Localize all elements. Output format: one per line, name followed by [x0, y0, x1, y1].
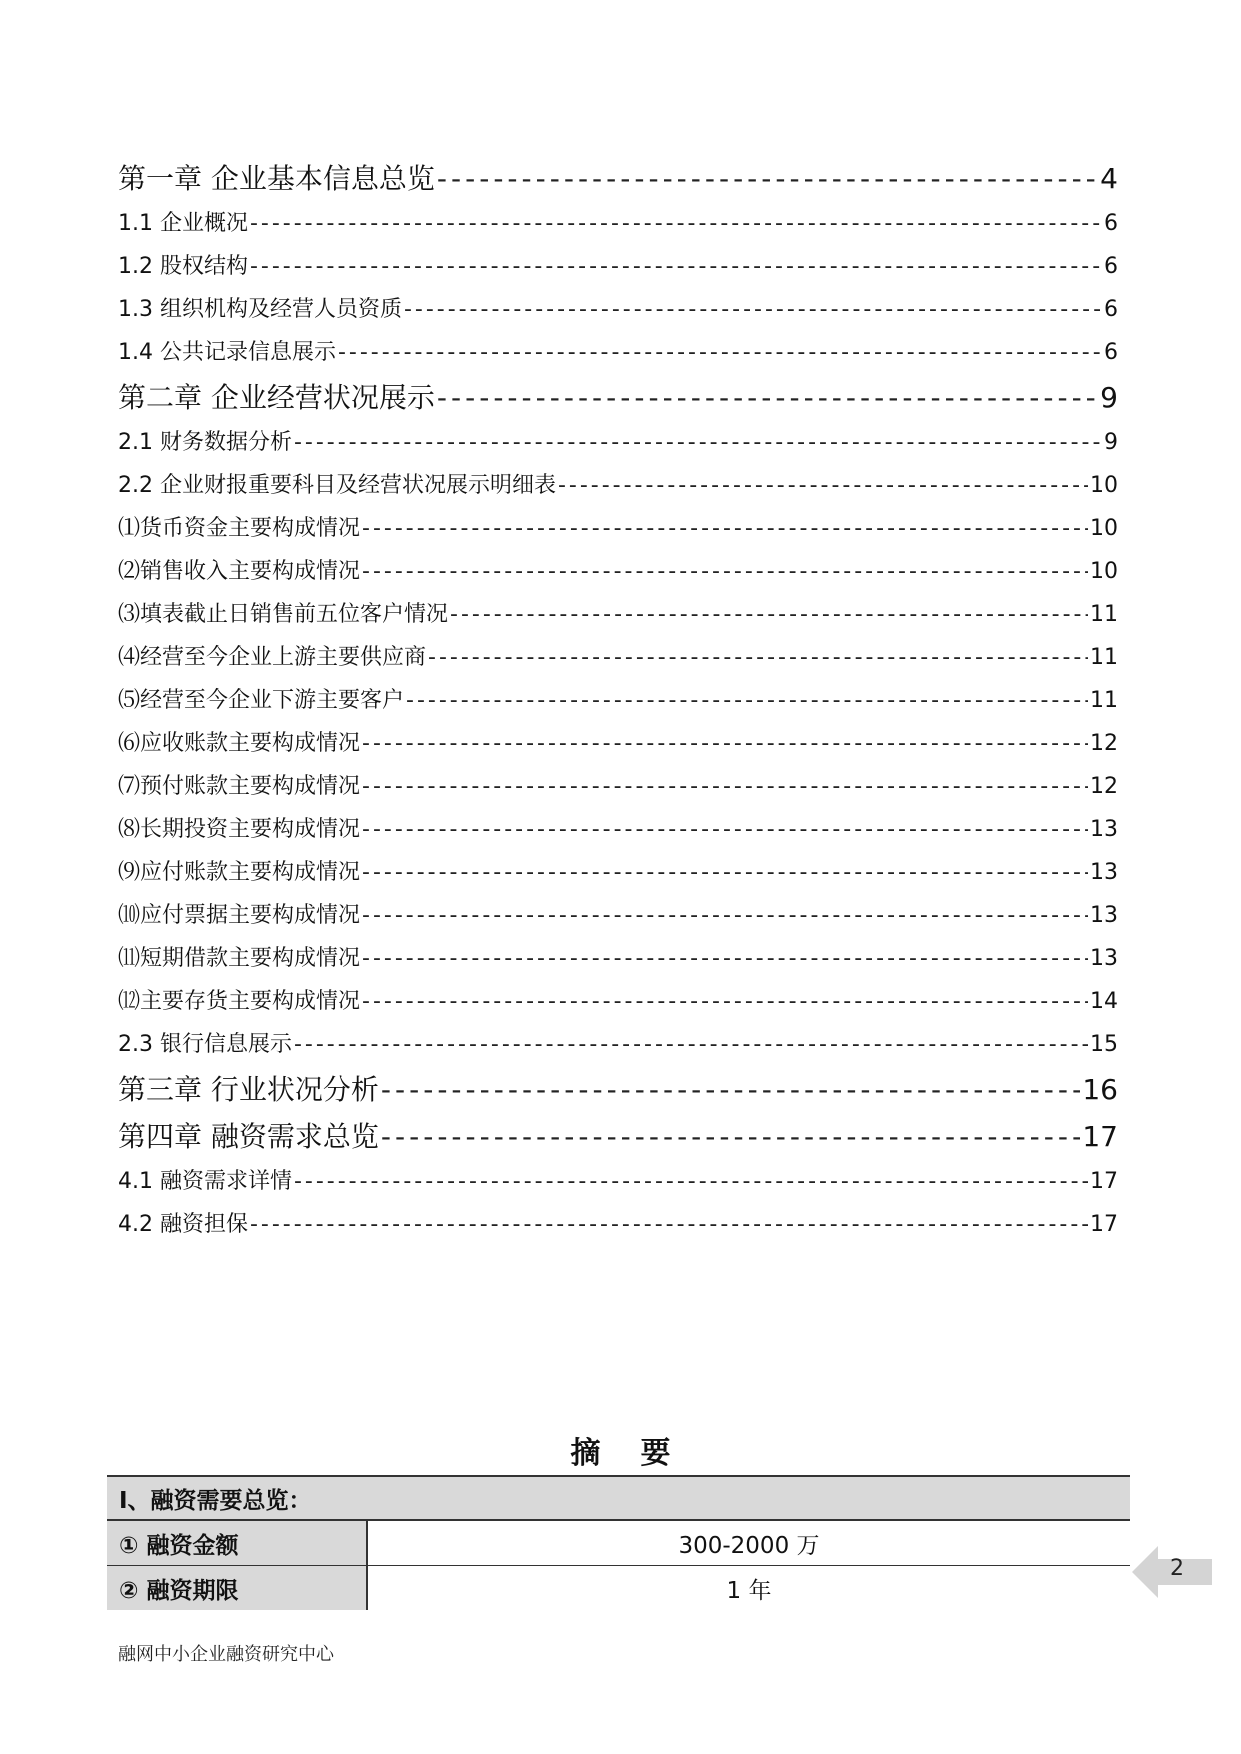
summary-section-header: Ⅰ、融资需要总览：	[107, 1476, 1130, 1520]
toc-entry-title: 1.1 企业概况	[118, 211, 248, 236]
toc-entry[interactable]	[118, 851, 1118, 894]
toc-entry[interactable]	[118, 894, 1118, 937]
toc-entry-title: 第二章 企业经营状况展示	[118, 381, 435, 414]
toc-entry-title: ⑷经营至今企业上游主要供应商	[118, 645, 427, 670]
toc-entry-title: 第三章 行业状况分析	[118, 1073, 379, 1106]
toc-entry-page: 9	[1100, 381, 1118, 414]
toc-entry-title: 1.4 公共记录信息展示	[118, 340, 336, 365]
toc-entry-page: 17	[1090, 1212, 1118, 1237]
toc-leader	[381, 1066, 1080, 1113]
toc-leader	[362, 507, 1088, 550]
summary-table	[107, 1475, 1130, 1610]
financing-term-label: ② 融资期限	[107, 1566, 367, 1611]
toc-entry-title: 1.2 股权结构	[118, 254, 248, 279]
financing-amount-label: ① 融资金额	[107, 1520, 367, 1566]
toc-leader	[294, 421, 1102, 464]
toc-entry[interactable]	[118, 288, 1118, 331]
summary-title: 摘要	[570, 1436, 711, 1471]
toc-entry[interactable]	[118, 593, 1118, 636]
toc-entry-title: 4.1 融资需求详情	[118, 1169, 292, 1194]
toc-leader	[362, 980, 1088, 1023]
toc-entry-title: 4.2 融资担保	[118, 1212, 248, 1237]
toc-entry-page: 13	[1090, 903, 1118, 928]
toc-entry[interactable]	[118, 765, 1118, 808]
toc-entry-page: 11	[1090, 602, 1118, 627]
toc-leader	[362, 851, 1088, 894]
toc-entry-page: 13	[1090, 817, 1118, 842]
toc-entry-title: 2.1 财务数据分析	[118, 430, 292, 455]
toc-entry-title: 第一章 企业基本信息总览	[118, 162, 435, 195]
toc-entry-title: ⑵销售收入主要构成情况	[118, 559, 361, 584]
toc-entry[interactable]	[118, 980, 1118, 1023]
footer-text: 融网中小企业融资研究中心	[118, 1644, 334, 1665]
toc-leader	[250, 202, 1102, 245]
financing-term-value: 1 年	[726, 1577, 772, 1604]
toc-entry[interactable]	[118, 722, 1118, 765]
toc-entry-title: ⑸经营至今企业下游主要客户	[118, 688, 405, 713]
toc-entry[interactable]	[118, 245, 1118, 288]
toc-leader	[250, 245, 1102, 288]
toc-entry-title: 2.2 企业财报重要科目及经营状况展示明细表	[118, 473, 556, 498]
toc-entry-title: ⑻长期投资主要构成情况	[118, 817, 361, 842]
toc-entry[interactable]	[118, 155, 1118, 202]
toc-entry[interactable]	[118, 374, 1118, 421]
toc-entry[interactable]	[118, 1113, 1118, 1160]
toc-entry[interactable]	[118, 421, 1118, 464]
page-number: 2	[1170, 1556, 1184, 1581]
toc-entry[interactable]	[118, 1066, 1118, 1113]
toc-entry-page: 6	[1104, 211, 1118, 236]
toc-leader	[362, 722, 1088, 765]
toc-entry-page: 17	[1082, 1120, 1118, 1153]
toc-entry-page: 13	[1090, 860, 1118, 885]
toc-entry-page: 6	[1104, 254, 1118, 279]
toc-leader	[338, 331, 1102, 374]
table-of-contents	[118, 155, 1118, 1246]
toc-entry-title: ⑼应付账款主要构成情况	[118, 860, 361, 885]
toc-entry-page: 12	[1090, 731, 1118, 756]
toc-entry-page: 15	[1090, 1032, 1118, 1057]
toc-entry-page: 10	[1090, 516, 1118, 541]
toc-entry-page: 6	[1104, 297, 1118, 322]
toc-entry[interactable]	[118, 937, 1118, 980]
toc-entry-page: 12	[1090, 774, 1118, 799]
toc-entry[interactable]	[118, 507, 1118, 550]
toc-entry-title: ⑴货币资金主要构成情况	[118, 516, 361, 541]
toc-entry[interactable]	[118, 808, 1118, 851]
toc-entry-page: 10	[1090, 473, 1118, 498]
toc-leader	[558, 464, 1088, 507]
toc-entry-page: 10	[1090, 559, 1118, 584]
summary-section-header-row	[107, 1476, 1130, 1520]
toc-leader	[294, 1160, 1088, 1203]
toc-entry-title: ⑿主要存货主要构成情况	[118, 989, 361, 1014]
financing-amount-value: 300-2000 万	[367, 1520, 1130, 1566]
toc-leader	[428, 636, 1088, 679]
toc-leader	[362, 550, 1088, 593]
table-row	[107, 1566, 1130, 1611]
toc-entry-page: 6	[1104, 340, 1118, 365]
toc-entry-page: 16	[1082, 1073, 1118, 1106]
toc-leader	[437, 155, 1098, 202]
toc-entry-title: ⑾短期借款主要构成情况	[118, 946, 361, 971]
toc-entry-title: ⑹应收账款主要构成情况	[118, 731, 361, 756]
toc-leader	[450, 593, 1088, 636]
toc-leader	[437, 374, 1098, 421]
toc-leader	[362, 765, 1088, 808]
toc-entry-page: 13	[1090, 946, 1118, 971]
table-row	[107, 1520, 1130, 1566]
toc-entry-page: 11	[1090, 645, 1118, 670]
toc-entry-title: 1.3 组织机构及经营人员资质	[118, 297, 402, 322]
toc-leader	[250, 1203, 1088, 1246]
toc-entry-page: 9	[1104, 430, 1118, 455]
toc-entry[interactable]	[118, 679, 1118, 722]
toc-entry[interactable]	[118, 331, 1118, 374]
toc-entry-page: 17	[1090, 1169, 1118, 1194]
toc-entry-page: 11	[1090, 688, 1118, 713]
toc-entry[interactable]	[118, 1203, 1118, 1246]
toc-leader	[381, 1113, 1080, 1160]
toc-entry-title: 第四章 融资需求总览	[118, 1120, 379, 1153]
toc-leader	[294, 1023, 1088, 1066]
toc-leader	[362, 894, 1088, 937]
toc-entry-title: 2.3 银行信息展示	[118, 1032, 292, 1057]
toc-entry[interactable]	[118, 1023, 1118, 1066]
toc-entry-page: 14	[1090, 989, 1118, 1014]
toc-leader	[404, 288, 1102, 331]
toc-entry-title: ⑶填表截止日销售前五位客户情况	[118, 602, 449, 627]
toc-leader	[406, 679, 1088, 722]
toc-entry-page: 4	[1100, 162, 1118, 195]
toc-entry[interactable]	[118, 202, 1118, 245]
toc-entry-title: ⑽应付票据主要构成情况	[118, 903, 361, 928]
toc-entry[interactable]	[118, 464, 1118, 507]
toc-entry[interactable]	[118, 550, 1118, 593]
page-number-badge	[1132, 1546, 1212, 1598]
toc-entry[interactable]	[118, 1160, 1118, 1203]
toc-leader	[362, 808, 1088, 851]
toc-entry-title: ⑺预付账款主要构成情况	[118, 774, 361, 799]
toc-entry[interactable]	[118, 636, 1118, 679]
toc-leader	[362, 937, 1088, 980]
